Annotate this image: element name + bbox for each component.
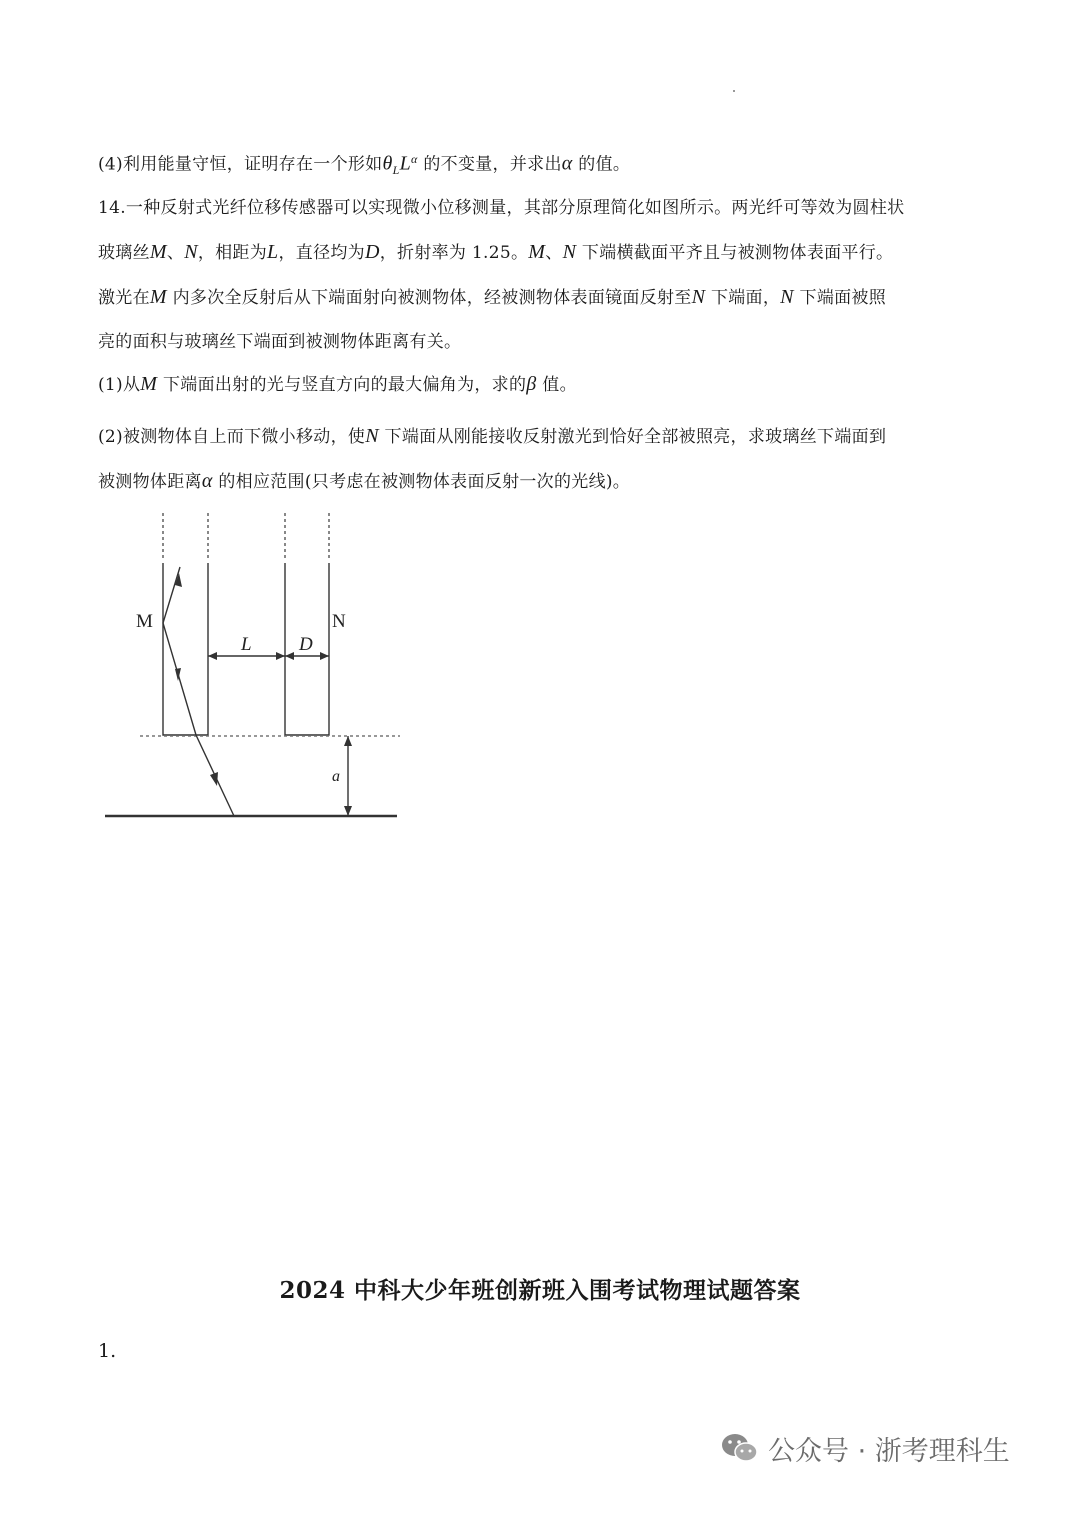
D-arrow-right: [320, 652, 329, 660]
text: 的值。: [578, 154, 631, 175]
label-L: L: [241, 634, 252, 655]
L-arrow-right: [276, 652, 285, 660]
a-arrow-bottom: [344, 806, 352, 816]
q14-part2: (2)被测物体自上而下微小移动，使N 下端面从刚能接收反射激光到恰好全部被照亮，求玻璃丝下端面到 被测物体距离α 的相应范围(只考虑在被测物体表面反射一次的光线)。: [98, 425, 887, 492]
answer-item-1: 1.: [98, 1340, 117, 1362]
watermark-text: 公众号 · 浙考理科生: [768, 1435, 1010, 1467]
D-arrow-left: [285, 652, 294, 660]
L-symbol: L: [399, 152, 412, 175]
q13-part4: [98, 137, 988, 192]
L-arrow-left: [208, 652, 217, 660]
q14-part1: (1)从M 下端面出射的光与竖直方向的最大偏角为，求的β 值。: [98, 373, 577, 395]
q14-stem: [98, 186, 988, 364]
q14-line4: 亮的面积与玻璃丝下端面到被测物体距离有关。: [98, 332, 462, 352]
text: (4)利用能量守恒，证明存在一个形如: [98, 154, 383, 175]
label-N: N: [332, 611, 346, 632]
a-arrow-top: [344, 736, 352, 746]
ray-arrow-3: [210, 772, 218, 786]
q14-line2: 玻璃丝M、N，相距为L，直径均为D，折射率为 1.25。M、N 下端横截面平齐且与被测物体表面平行。: [98, 241, 894, 263]
subscript-L: L: [392, 163, 400, 178]
label-D: D: [299, 634, 313, 655]
laser-ray: [163, 567, 234, 816]
alpha-exponent: α: [411, 152, 418, 166]
wechat-icon: [720, 1431, 760, 1465]
scan-speck: [733, 90, 735, 92]
fiber-M: [163, 563, 208, 735]
q14-line3: 激光在M 内多次全反射后从下端面射向被测物体，经被测物体表面镜面反射至N 下端面，N 下端面被照: [98, 286, 887, 308]
label-M: M: [136, 611, 153, 632]
label-a: a: [332, 768, 340, 785]
watermark: [720, 1428, 1010, 1468]
answer-title: 2024 中科大少年班创新班入围考试物理试题答案: [279, 1277, 801, 1304]
alpha-symbol: α: [561, 152, 573, 175]
fiber-sensor-diagram: [100, 505, 410, 835]
q14-line1: 14.一种反射式光纤位移传感器可以实现微小位移测量，其部分原理简化如图所示。两光纤可等效为圆柱状: [98, 198, 905, 218]
text: 的不变量，并求出: [423, 154, 562, 175]
theta-symbol: θ: [382, 152, 393, 175]
